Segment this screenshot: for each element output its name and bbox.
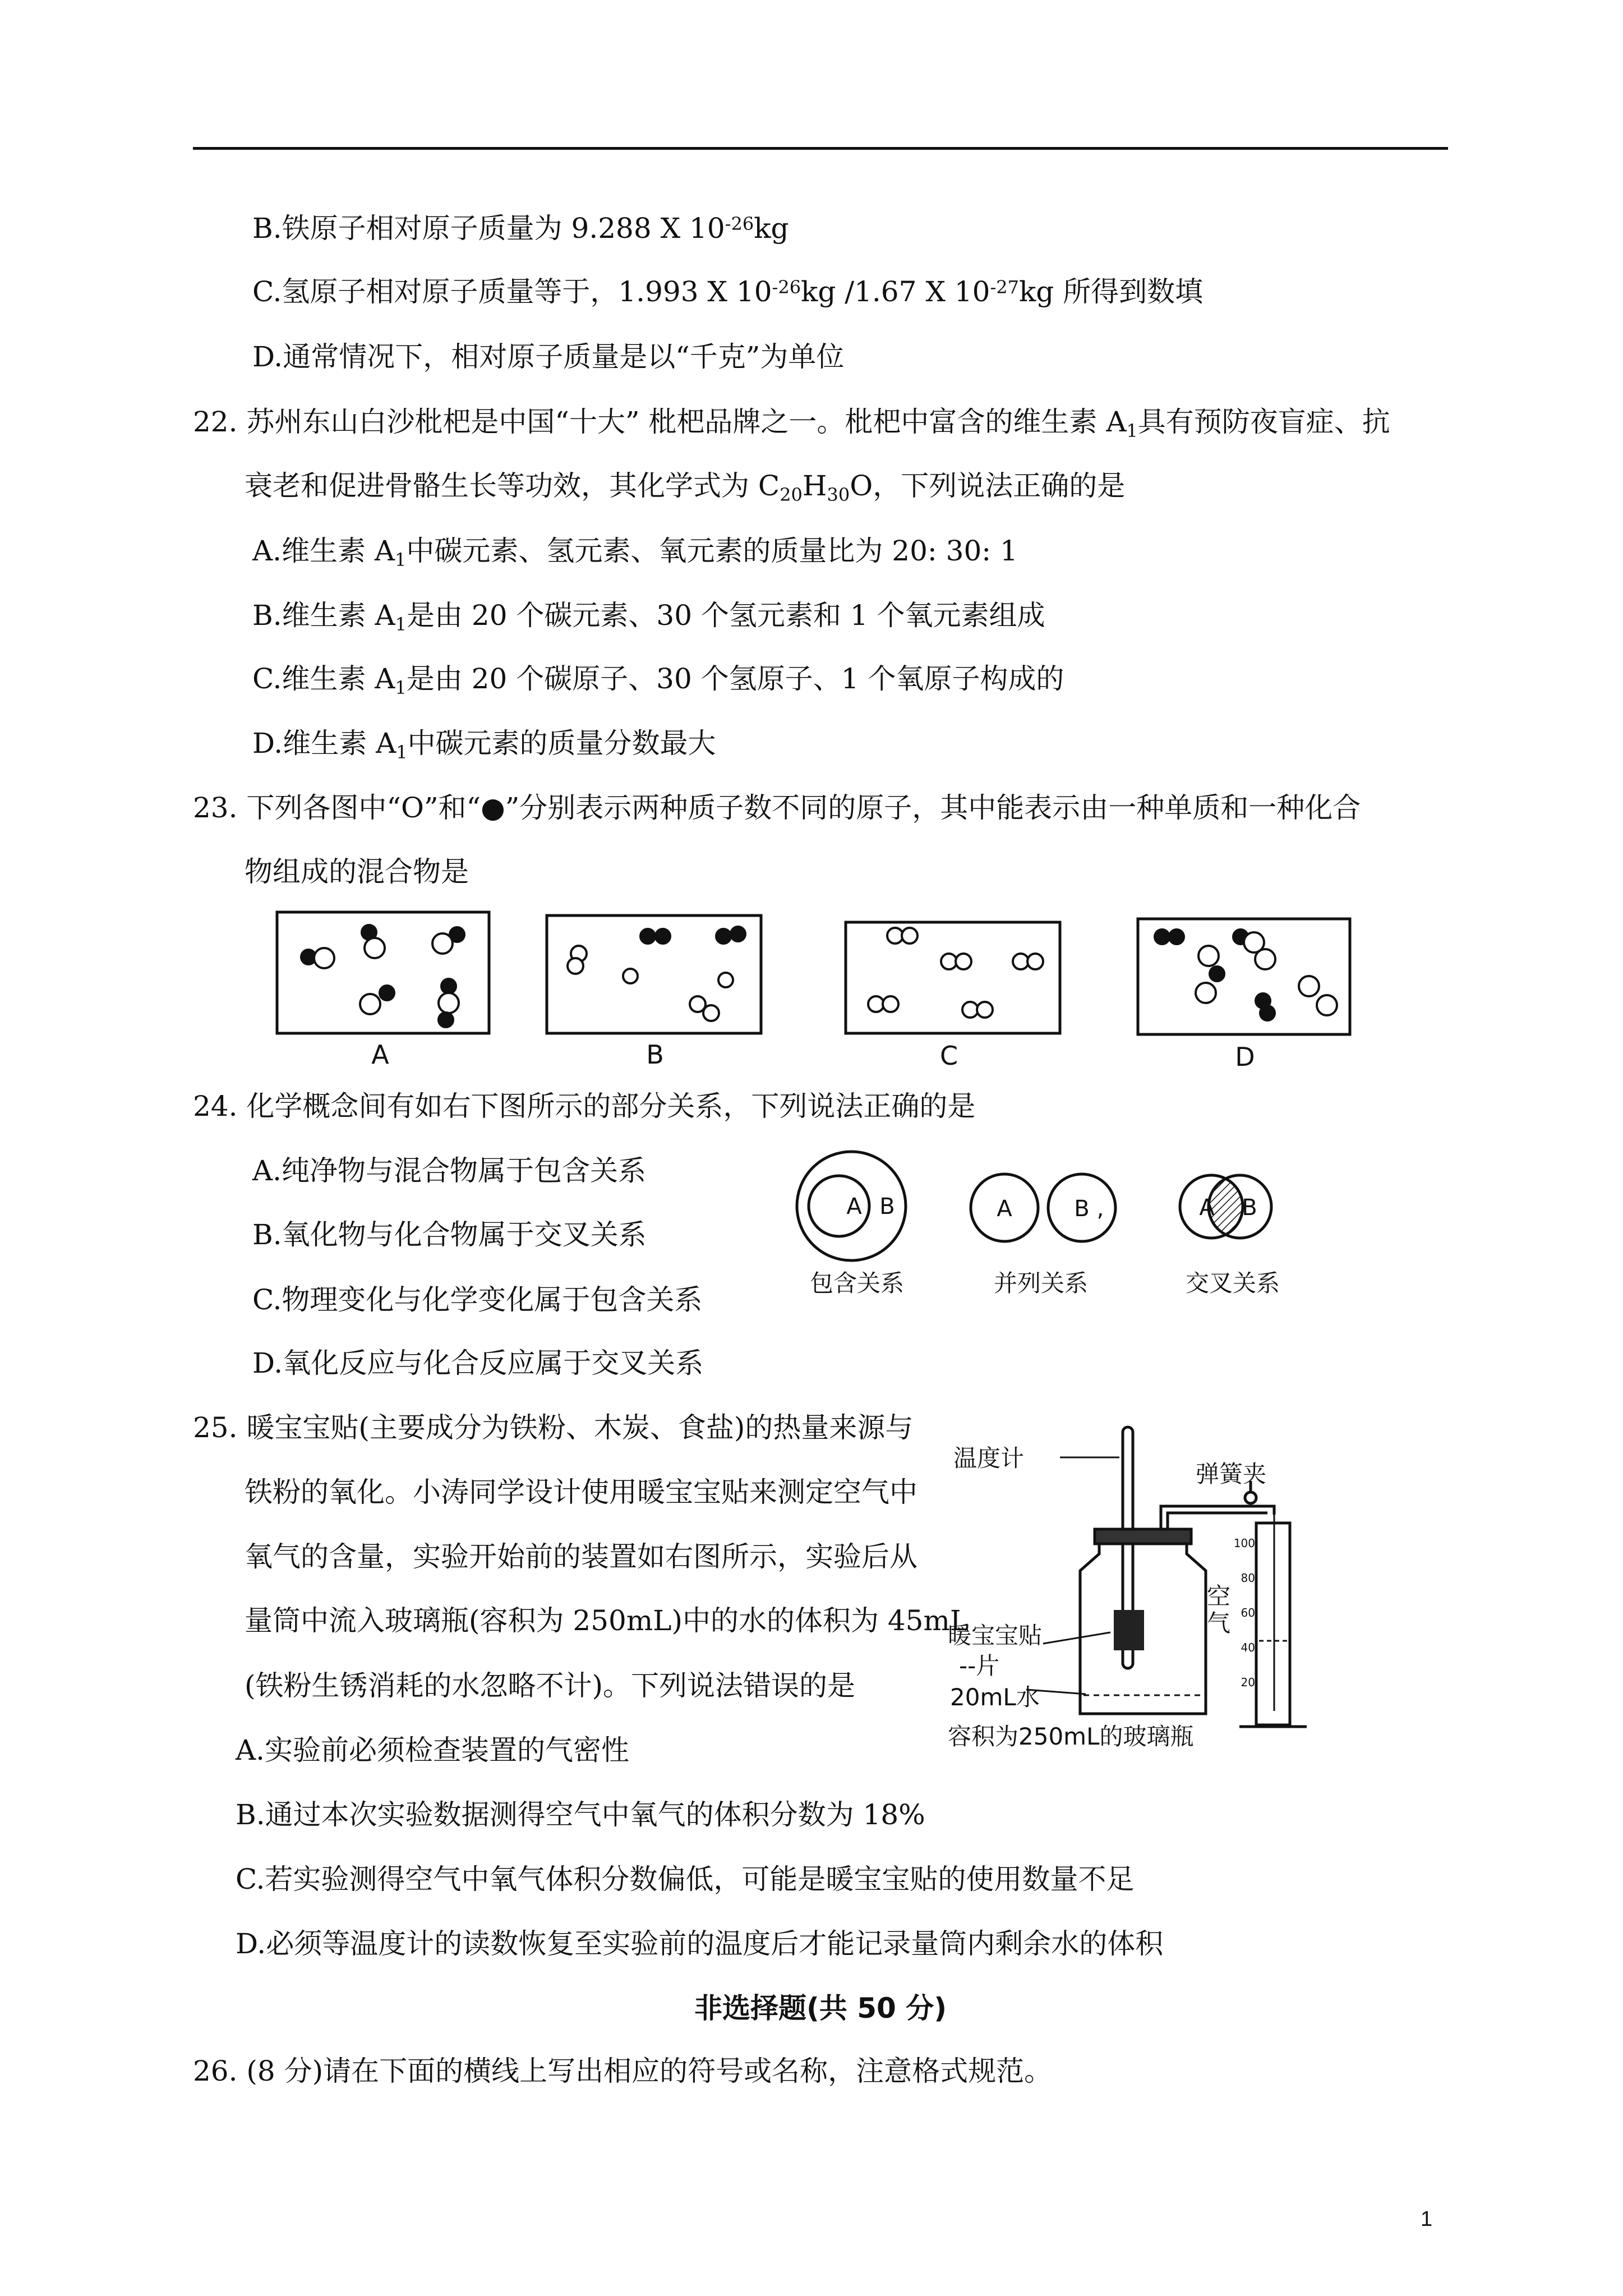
- bottle-stopper: [1095, 1529, 1191, 1544]
- q25-stem-line5: (铁粉生锈消耗的水忽略不计)。下列说法错误的是: [245, 1669, 856, 1702]
- q25-option-a: A.实验前必须检查装置的气密性: [236, 1734, 630, 1766]
- q25-stem-line4: 量筒中流入玻璃瓶(容积为 250mL)中的水的体积为 45mL: [245, 1604, 969, 1637]
- label-thermometer: 温度计: [953, 1444, 1025, 1472]
- label-water: 20mL水: [950, 1683, 1040, 1711]
- svg-text:A: A: [997, 1196, 1012, 1222]
- svg-text:B: B: [1074, 1196, 1090, 1222]
- spring-clamp: [1245, 1492, 1256, 1503]
- caption-parallel: 并列关系: [993, 1269, 1089, 1297]
- q21-option-d: D.通常情况下，相对原子质量是以“千克”为单位: [252, 341, 845, 373]
- q23-box-d-molecules: [1155, 930, 1337, 1020]
- q23-box-a-molecules: [301, 925, 464, 1027]
- caption-cross: 交叉关系: [1185, 1269, 1280, 1297]
- heat-pad: [1114, 1610, 1144, 1650]
- q25-option-b: B.通过本次实验数据测得空气中氧气的体积分数为 18%: [236, 1798, 925, 1831]
- label-clamp: 弹簧夹: [1196, 1460, 1267, 1488]
- q21-option-b: B.铁原子相对原子质量为 9.288 X $10^{-26}kg$: [252, 212, 789, 245]
- q22-option-a: A.维生素 $A_1$中碳元素、氢元素、氧元素的质量比为 20: 30: 1: [252, 535, 1018, 570]
- svg-text:B: B: [1242, 1195, 1257, 1221]
- q21-option-c: C.氢原子相对原子质量等于，1.993 X $10^{-26}kg$ /1.67 X $10^{-27}kg$ 所得到数填: [252, 275, 1204, 308]
- q24-option-b: B.氧化物与化合物属于交叉关系: [252, 1218, 647, 1251]
- q24-stem: 24. 化学概念间有如右下图所示的部分关系，下列说法正确的是: [193, 1090, 976, 1122]
- svg-text:20: 20: [1241, 1676, 1255, 1689]
- q23-box-c-molecules: [868, 928, 1043, 1018]
- q24-relation-diagram: [774, 1139, 1324, 1307]
- label-air-1: 空: [1207, 1582, 1231, 1610]
- q23-label-d: D: [1235, 1042, 1255, 1072]
- svg-text:A: A: [1199, 1195, 1215, 1221]
- q23-label-b: B: [646, 1039, 664, 1070]
- q23-molecule-figures: [0, 0, 1623, 1094]
- q25-stem-line3: 氧气的含量，实验开始前的装置如右图所示，实验后从: [245, 1540, 917, 1573]
- q22-stem-line1: 22. 苏州东山白沙枇杷是中国“十大” 枇杷品牌之一。枇杷中富含的维生素 $A_1$具有预防夜盲症、抗: [193, 406, 1390, 441]
- q22-option-b: B.维生素 $A_1$是由 20 个碳元素、30 个氢元素和 1 个氧元素组成: [252, 599, 1045, 635]
- svg-text:,: ,: [1096, 1196, 1104, 1222]
- q24-option-a: A.纯净物与混合物属于包含关系: [252, 1154, 647, 1187]
- q22-stem-line2: 衰老和促进骨骼生长等功效，其化学式为 $C_{20}H_{30}O$，下列说法正确的是: [245, 470, 1126, 505]
- q23-box-c: [846, 922, 1060, 1033]
- q25-option-c: C.若实验测得空气中氧气体积分数偏低，可能是暖宝宝贴的使用数量不足: [236, 1863, 1135, 1895]
- svg-text:B: B: [879, 1194, 895, 1220]
- q23-box-b-molecules: [568, 927, 745, 1021]
- svg-text:40: 40: [1241, 1641, 1255, 1654]
- caption-contain: 包含关系: [809, 1269, 905, 1297]
- q25-apparatus-figure: [948, 1419, 1447, 1767]
- q23-label-a: A: [371, 1039, 389, 1070]
- q25-stem-line1: 25. 暖宝宝贴(主要成分为铁粉、木炭、食盐)的热量来源与: [193, 1411, 914, 1444]
- svg-text:60: 60: [1241, 1606, 1255, 1619]
- q26-stem: 26. (8 分)请在下面的横线上写出相应的符号或名称，注意格式规范。: [193, 2055, 1053, 2087]
- q22-option-c: C.维生素 $A_1$是由 20 个碳原子、30 个氢原子、1 个氧原子构成的: [252, 662, 1064, 698]
- measuring-cylinder: [1256, 1523, 1290, 1725]
- svg-text:100: 100: [1233, 1536, 1255, 1550]
- label-heat-pad-1: 暖宝宝贴: [948, 1622, 1043, 1649]
- section-heading: 非选择题(共 50 分): [694, 1992, 947, 2024]
- label-air-2: 气: [1207, 1609, 1231, 1637]
- svg-text:80: 80: [1241, 1571, 1255, 1585]
- q23-label-c: C: [939, 1041, 958, 1071]
- q24-option-d: D.氧化反应与化合反应属于交叉关系: [252, 1347, 704, 1379]
- cylinder-ticks: [1234, 1536, 1255, 1689]
- q23-stem-line1: 23. 下列各图中“O”和“●”分别表示两种质子数不同的原子，其中能表示由一种单质和一种化合: [193, 792, 1361, 824]
- q22-option-d: D.维生素 $A_1$中碳元素的质量分数最大: [252, 727, 716, 763]
- q25-stem-line2: 铁粉的氧化。小涛同学设计使用暖宝宝贴来测定空气中: [245, 1476, 917, 1508]
- q25-option-d: D.必须等温度计的读数恢复至实验前的温度后才能记录量筒内剩余水的体积: [236, 1927, 1164, 1960]
- label-bottle: 容积为250mL的玻璃瓶: [948, 1723, 1194, 1750]
- page-number: 1: [1421, 2207, 1433, 2231]
- svg-text:A: A: [846, 1194, 862, 1220]
- label-heat-pad-2: --片: [959, 1652, 1000, 1680]
- q23-stem-line2: 物组成的混合物是: [245, 855, 469, 888]
- q24-option-c: C.物理变化与化学变化属于包含关系: [252, 1283, 703, 1316]
